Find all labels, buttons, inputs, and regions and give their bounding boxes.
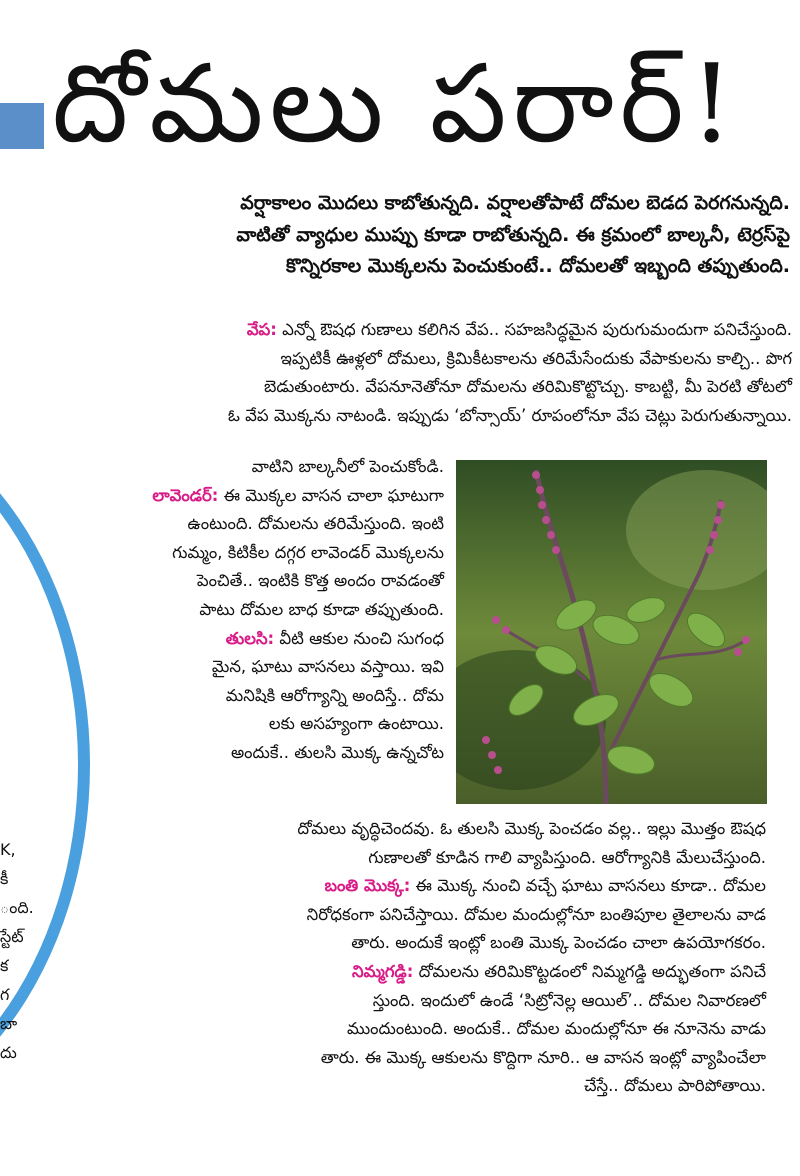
vepa-section [8, 316, 792, 430]
fragment-line: దు [0, 1043, 17, 1062]
fragment-line: గ [0, 985, 10, 1004]
body-text: చేస్తే.. దోమలు పారిపోతాయి. [583, 1076, 766, 1096]
body-text: ఈ మొక్క నుంచి వచ్చే ఘాటు వాసనలు కూడా.. దోమల [410, 876, 766, 896]
body-text: దోమలు వృద్ధిచెందవు. ఓ తులసి మొక్క పెంచడం వల్ల.. ఇల్లు మొత్తం ఔషధ [297, 819, 766, 838]
fragment-line: స్టేట్ [0, 927, 24, 946]
body-text: లకు అసహ్యంగా ఉంటాయి. [268, 714, 444, 734]
body-text: ముందుంటుంది. అందుకే.. దోమల మందుల్లోనూ ఈ నూనెను వాడు [347, 1019, 766, 1039]
intro-line: కొన్నిరకాల మొక్కలను పెంచుకుంటే.. దోమలతో ఇబ్బంది తప్పుతుంది. [285, 255, 790, 277]
body-text: వీటి ఆకుల నుంచి సుగంధ [274, 628, 444, 648]
body-text: ఎన్నో ఔషధ గుణాలు కలిగిన వేప.. సహజసిద్ధమైన పురుగుమందుగా పనిచేస్తుంది. [276, 320, 792, 339]
headline: దోమలు పరార్‌! [52, 42, 740, 167]
tulsi-plant-photo [456, 460, 767, 804]
title-accent-bar [0, 103, 44, 149]
intro-line: వాటితో వ్యాధుల ముప్పు కూడా రాబోతున్నది. ఈ క్రమంలో బాల్కనీ, టెర్రస్‌పై [236, 223, 790, 246]
body-text: అందుకే.. తులసి మొక్క ఉన్నచోట [230, 742, 444, 762]
body-text: ఈ మొక్కల వాసన చాలా ఘాటుగా [218, 485, 444, 505]
body-text: మనిషికి ఆరోగ్యాన్ని అందిస్తే.. దోమ [225, 685, 444, 705]
fragment-line: కీ [0, 869, 9, 888]
intro-line: వర్షాకాలం మొదలు కాబోతున్నది. వర్షాలతోపాటే దోమల బెడద పెరగనున్నది. [240, 192, 790, 214]
adjacent-article-fragment [0, 835, 60, 1067]
section-label-banti: బంతి మొక్క: [324, 876, 411, 896]
body-text: ఉంటుంది. దోమలను తరిమేస్తుంది. ఇంటి [187, 514, 444, 534]
body-text: గుమ్మం, కిటికీల దగ్గర లావెండర్‌ మొక్కలను [172, 542, 444, 562]
fragment-line: K, [0, 840, 16, 859]
section-label-vepa: వేప: [246, 320, 277, 339]
body-text: పాటు దోమల బాధ కూడా తప్పుతుంది. [199, 599, 444, 619]
middle-column [150, 453, 444, 768]
fragment-line: ంది. [0, 898, 34, 917]
body-text: ఓ వేప మొక్కను నాటండి. ఇప్పుడు ‘బోన్సాయ్‌’ రూపంలోనూ వేప చెట్లు పెరుగుతున్నాయి. [227, 405, 792, 425]
section-label-nimmagaddi: నిమ్మగడ్డి: [351, 961, 414, 981]
lower-column [170, 815, 766, 1101]
body-text: నిరోధకంగా పనిచేస్తాయి. దోమల మందుల్లోనూ బంతిపూల తైలాలను వాడ [306, 904, 766, 924]
intro-paragraph [55, 188, 790, 283]
body-text: ఇప్పటికీ ఊళ్లలో దోమలు, క్రిమికీటకాలను తరిమేసేందుకు వేపాకులను కాల్చి.. పొగ [280, 348, 792, 368]
body-text: స్తుంది. ఇందులో ఉండే ‘సిట్రోనెల్ల ఆయిల్‌’.. దోమల నివారణలో [372, 990, 766, 1010]
body-text: తారు. అందుకే ఇంట్లో బంతి మొక్క పెంచడం చాలా ఉపయోగకరం. [351, 933, 766, 953]
section-label-tulasi: తులసి: [225, 628, 275, 648]
body-text: గుణాలతో కూడిన గాలి వ్యాపిస్తుంది. ఆరోగ్యానికి మేలుచేస్తుంది. [368, 847, 766, 867]
fragment-line: క [0, 956, 9, 975]
fragment-line: బా [0, 1014, 18, 1033]
body-text: మైన, ఘాటు వాసనలు వస్తాయి. ఇవి [211, 657, 444, 677]
body-text: పెంచితే.. ఇంటికి కొత్త అందం రావడంతో [196, 571, 444, 591]
body-text: తారు. ఈ మొక్క ఆకులను కొద్దిగా నూరి.. ఆ వాసన ఇంట్లో వ్యాపించేలా [320, 1047, 766, 1067]
section-label-lavender: లావెండర్‌: [152, 485, 219, 505]
body-text: వాటిని బాల్కనీలో పెంచుకోండి. [251, 457, 444, 476]
body-text: బెడుతుంటారు. వేపనూనెతోనూ దోమలను తరిమికొట్టొచ్చు. కాబట్టి, మీ పెరటి తోటలో [264, 377, 792, 397]
body-text: దోమలను తరిమికొట్టడంలో నిమ్మగడ్డి అద్భుతంగా పనిచే [413, 961, 766, 981]
